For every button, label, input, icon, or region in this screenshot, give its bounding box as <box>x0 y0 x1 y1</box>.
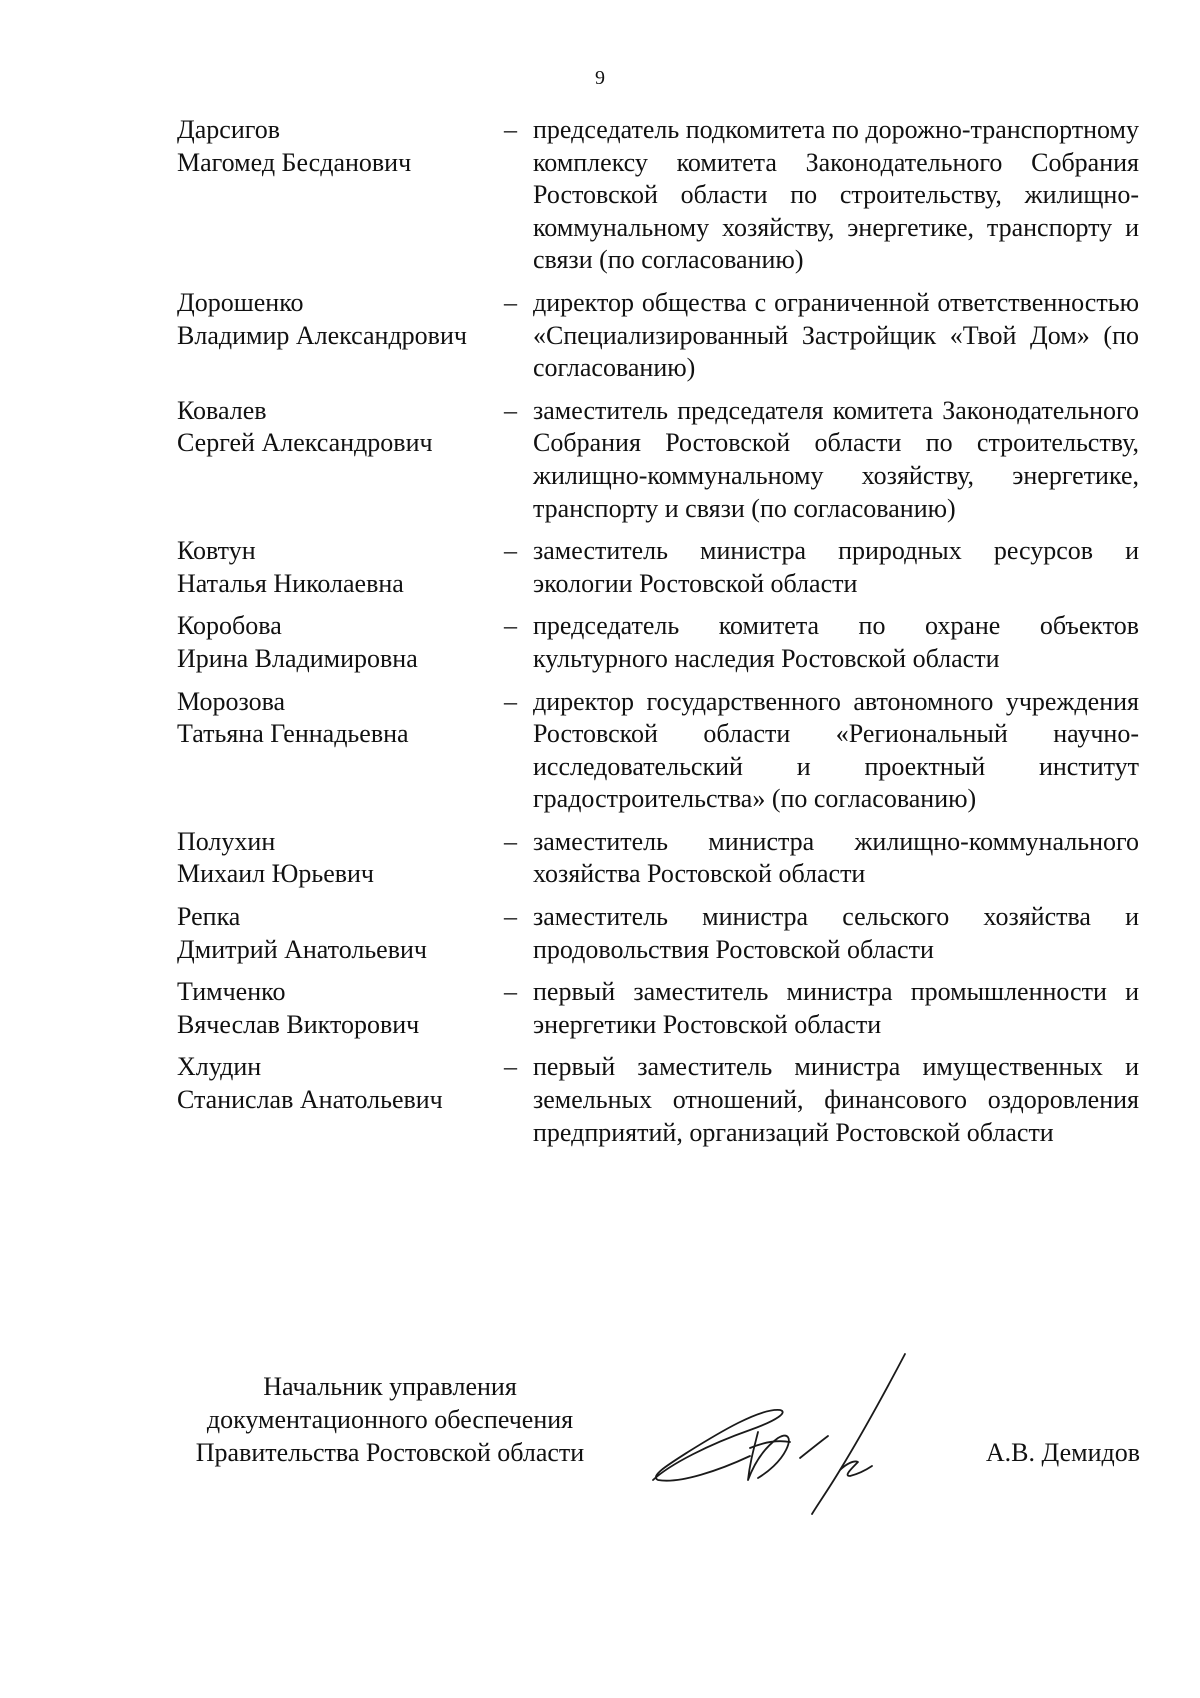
members-list <box>177 114 1139 1159</box>
page-number: 9 <box>595 67 605 89</box>
member-role: заместитель министра жилищно-коммунального хозяйства Ростовской области <box>533 826 1139 889</box>
member-dash: – <box>504 826 517 856</box>
signatory-position <box>170 1370 610 1469</box>
member-given-names: Михаил Юрьевич <box>177 859 375 889</box>
member-role: первый заместитель министра промышленности и энергетики Ростовской области <box>533 977 1139 1039</box>
member-entry <box>177 535 1139 600</box>
signatory-position-line: Начальник управления <box>263 1372 517 1401</box>
member-given-names: Станислав Анатольевич <box>177 1085 443 1115</box>
member-given-names: Ирина Владимировна <box>177 643 418 673</box>
member-given-names: Владимир Александрович <box>177 320 467 350</box>
member-name <box>177 395 504 460</box>
member-dash: – <box>504 1052 517 1082</box>
member-dash: – <box>504 115 517 144</box>
member-dash: – <box>504 611 517 641</box>
member-given-names: Дмитрий Анатольевич <box>177 934 427 964</box>
member-name <box>177 826 504 891</box>
member-name <box>177 114 504 179</box>
member-surname: Репка <box>177 902 241 932</box>
member-surname: Ковтун <box>177 536 256 566</box>
member-surname: Ковалев <box>177 395 267 425</box>
member-entry <box>177 610 1139 675</box>
member-given-names: Татьяна Геннадьевна <box>177 719 409 749</box>
member-name <box>177 1051 504 1116</box>
member-entry <box>177 686 1139 816</box>
member-name <box>177 610 504 675</box>
member-name <box>177 976 504 1041</box>
member-role: заместитель председателя комитета Законодательного Собрания Ростовской области по строительству, жилищно-коммунальному хозяйству, энергетике, транспорту и связи (по согласованию) <box>533 395 1139 523</box>
member-name <box>177 535 504 600</box>
member-dash: – <box>504 536 517 566</box>
member-role: первый заместитель министра имущественных и земельных отношений, финансового оздоровления предприятий, организаций Ростовской области <box>533 1052 1139 1147</box>
member-entry <box>177 901 1139 966</box>
member-name <box>177 686 504 751</box>
member-role: директор общества с ограниченной ответственностью «Специализированный Застройщик «Твой Дом» (по согласованию) <box>533 287 1139 383</box>
member-given-names: Наталья Николаевна <box>177 568 404 598</box>
member-surname: Дарсигов <box>177 115 281 144</box>
member-given-names: Сергей Александрович <box>177 428 433 458</box>
member-surname: Полухин <box>177 826 276 856</box>
member-surname: Морозова <box>177 686 286 716</box>
member-entry <box>177 287 1139 385</box>
member-dash: – <box>504 395 517 425</box>
member-surname: Коробова <box>177 611 282 641</box>
member-given-names: Магомед Бесданович <box>177 147 412 177</box>
signatory-position-line: документационного обеспечения <box>206 1405 574 1434</box>
member-dash: – <box>504 686 517 716</box>
member-entry <box>177 114 1139 277</box>
member-entry <box>177 826 1139 891</box>
member-entry <box>177 395 1139 525</box>
member-name <box>177 901 504 966</box>
member-role: директор государственного автономного учреждения Ростовской области «Региональный научно-исследовательский и проектный институт градостроительства» (по согласованию) <box>533 686 1139 814</box>
member-surname: Тимченко <box>177 977 286 1007</box>
member-entry <box>177 1051 1139 1149</box>
member-role: председатель подкомитета по дорожно-транспортному комплексу комитета Законодательного Собрания Ростовской области по строительству, жилищно-коммунальному хозяйству, энергетике, транспорту и связи (по согласованию) <box>533 115 1139 275</box>
member-surname: Дорошенко <box>177 287 304 317</box>
member-role: заместитель министра природных ресурсов и экологии Ростовской области <box>533 536 1139 598</box>
member-role: заместитель министра сельского хозяйства и продовольствия Ростовской области <box>533 902 1139 964</box>
signatory-position-line: Правительства Ростовской области <box>195 1438 585 1467</box>
member-dash: – <box>504 902 517 932</box>
member-name <box>177 287 504 352</box>
member-dash: – <box>504 977 517 1007</box>
member-entry <box>177 976 1139 1041</box>
signatory-name: А.В. Демидов <box>985 1438 1140 1467</box>
member-given-names: Вячеслав Викторович <box>177 1009 420 1039</box>
member-surname: Хлудин <box>177 1052 262 1082</box>
member-dash: – <box>504 287 517 317</box>
handwritten-signature <box>650 1352 940 1517</box>
member-role: председатель комитета по охране объектов культурного наследия Ростовской области <box>533 611 1139 673</box>
